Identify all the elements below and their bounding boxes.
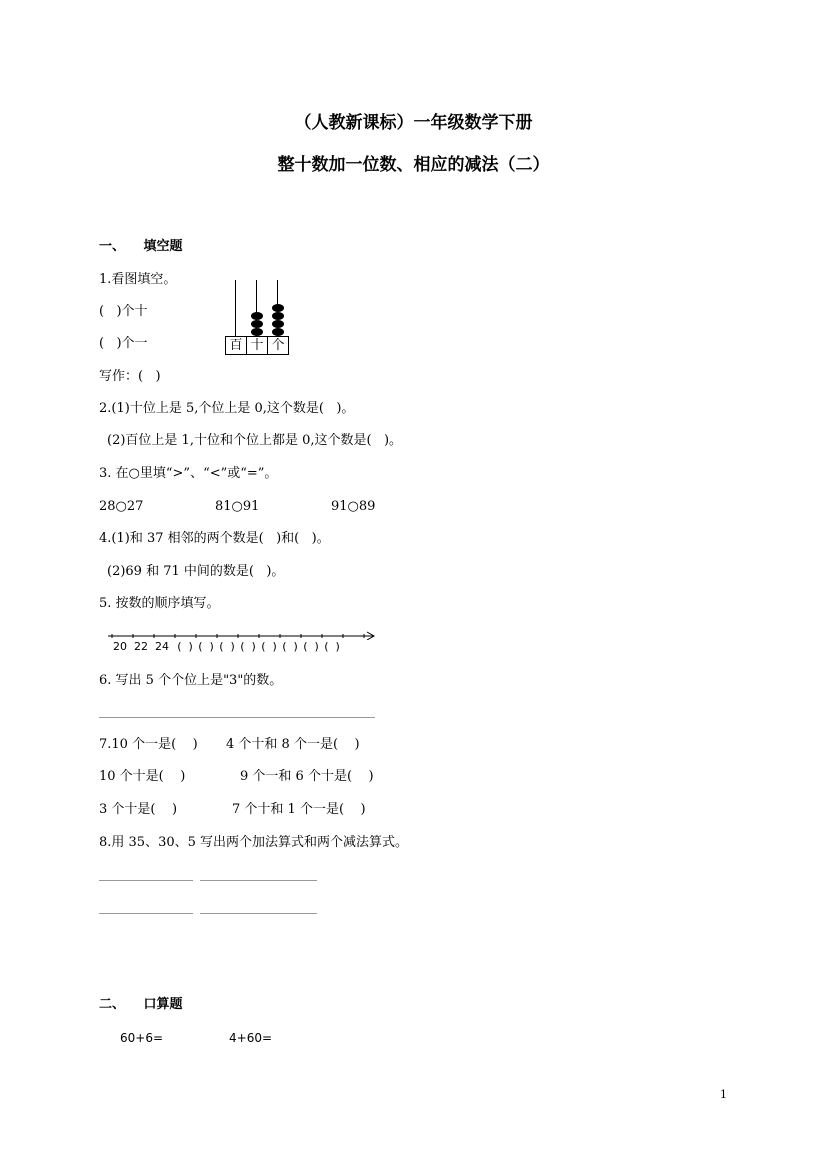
q2-part2: (2)百位上是 1,十位和个位上都是 0,这个数是( )。 xyxy=(107,433,403,448)
number-line-label[interactable]: ( ) xyxy=(219,640,235,653)
page-title: （人教新课标）一年级数学下册 xyxy=(294,113,533,133)
number-line-label[interactable]: ( ) xyxy=(303,640,319,653)
page-number: 1 xyxy=(720,1088,727,1101)
section1-heading xyxy=(99,239,183,255)
q4-part2: (2)69 和 71 中间的数是( )。 xyxy=(107,564,285,579)
q1-prompt: 1.看图填空。 xyxy=(99,272,177,287)
q7-item: 7.10 个一是( ) xyxy=(99,737,198,752)
abacus-bead xyxy=(272,312,284,320)
section1-number: 一、 xyxy=(99,239,126,254)
number-line-label[interactable]: ( ) xyxy=(261,640,277,653)
number-line-label[interactable]: ( ) xyxy=(324,640,340,653)
number-line-labels xyxy=(108,640,378,654)
number-line-axis xyxy=(108,628,378,640)
abacus-bead xyxy=(251,328,263,336)
oral-calc-item: 60+6= xyxy=(120,1031,164,1045)
q1-ones-line: ( )个一 xyxy=(99,336,148,351)
q7-item: 10 个十是( ) xyxy=(99,769,186,784)
number-line-label[interactable]: ( ) xyxy=(282,640,298,653)
q7-item: 7 个十和 1 个一是( ) xyxy=(232,802,366,817)
abacus-label-tens: 十 xyxy=(247,337,268,354)
q1-write-line: 写作：( ) xyxy=(99,369,161,384)
q4-part1: 4.(1)和 37 相邻的两个数是( )和( )。 xyxy=(99,531,330,546)
abacus-bead xyxy=(272,320,284,328)
number-line-label: 22 xyxy=(134,640,148,653)
q7-item: 9 个一和 6 个十是( ) xyxy=(240,769,374,784)
q7-item: 4 个十和 8 个一是( ) xyxy=(226,737,360,752)
number-line-label: 20 xyxy=(113,640,127,653)
section2-title: 口算题 xyxy=(143,997,183,1012)
oral-calc-item: 4+60= xyxy=(229,1031,273,1045)
abacus-label-hundreds: 百 xyxy=(226,337,247,354)
abacus-bead xyxy=(251,320,263,328)
number-line-label: 24 xyxy=(155,640,169,653)
q6-prompt: 6. 写出 5 个个位上是"3"的数。 xyxy=(99,673,283,688)
abacus xyxy=(225,280,289,354)
number-line-label[interactable]: ( ) xyxy=(177,640,193,653)
q7-item: 3 个十是( ) xyxy=(99,802,178,817)
number-line-label[interactable]: ( ) xyxy=(240,640,256,653)
abacus-label-ones: 个 xyxy=(271,338,285,353)
number-line xyxy=(108,628,378,654)
abacus-bead xyxy=(251,312,263,320)
q8-answer-line[interactable] xyxy=(99,880,193,881)
q3-item: 81○91 xyxy=(215,499,260,514)
q8-prompt: 8.用 35、30、5 写出两个加法算式和两个减法算式。 xyxy=(99,835,409,850)
abacus-beads xyxy=(225,280,289,336)
abacus-base xyxy=(225,336,289,355)
section1-title: 填空题 xyxy=(143,239,183,254)
q6-answer-line[interactable] xyxy=(99,717,375,718)
section2-number: 二、 xyxy=(99,997,126,1012)
q8-answer-line[interactable] xyxy=(200,880,317,881)
section2-heading xyxy=(99,997,183,1013)
page-subtitle: 整十数加一位数、相应的减法（二） xyxy=(277,155,550,175)
q5-prompt: 5. 按数的顺序填写。 xyxy=(99,596,220,611)
q3-prompt: 3. 在○里填“>”、“<”或“=”。 xyxy=(99,466,278,481)
abacus-bead xyxy=(272,304,284,312)
q8-answer-line[interactable] xyxy=(99,913,193,914)
q1-tens-line: ( )个十 xyxy=(99,304,148,319)
q3-item: 91○89 xyxy=(331,499,376,514)
q2-part1: 2.(1)十位上是 5,个位上是 0,这个数是( )。 xyxy=(99,401,355,416)
q3-item: 28○27 xyxy=(99,499,144,514)
number-line-label[interactable]: ( ) xyxy=(198,640,214,653)
q8-answer-line[interactable] xyxy=(200,913,317,914)
abacus-bead xyxy=(272,328,284,336)
